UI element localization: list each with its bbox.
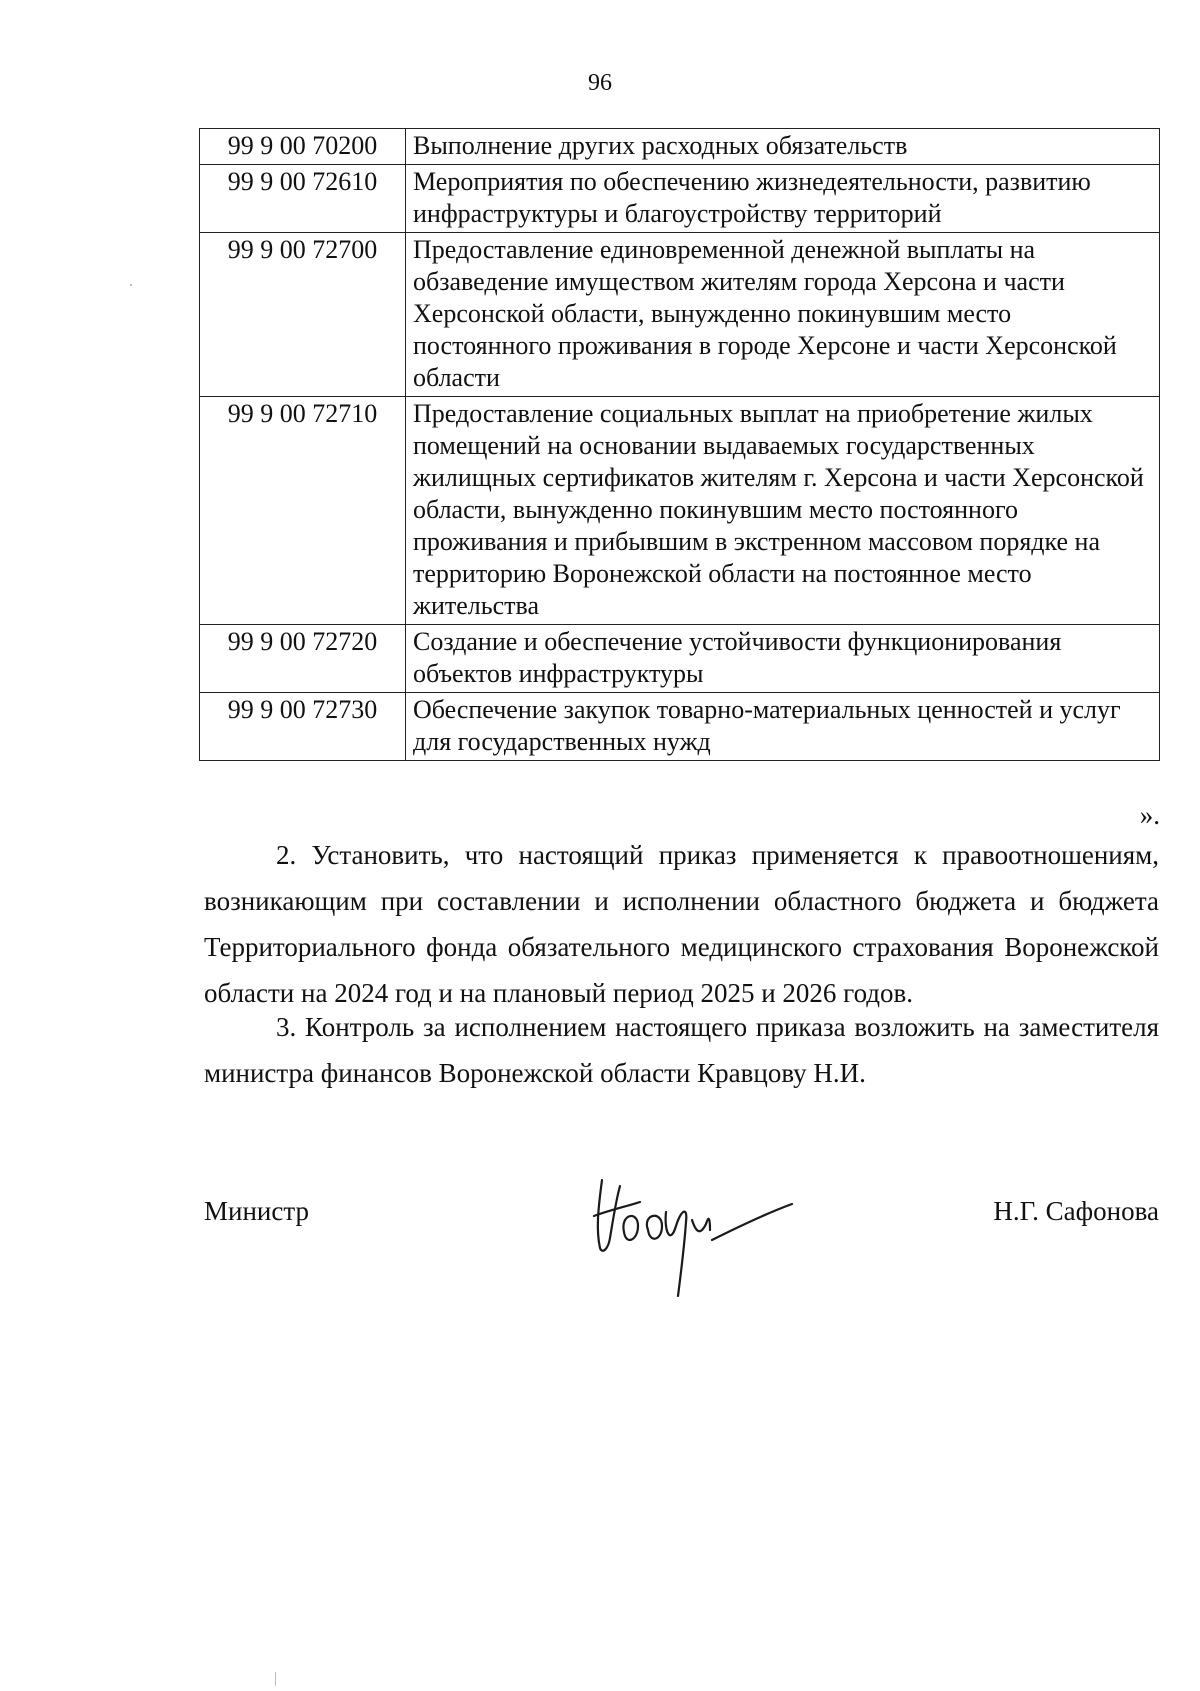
expense-description-cell: Мероприятия по обеспечению жизнедеятельности, развитию инфраструктуры и благоустройству территорий [406,165,1160,233]
handwritten-signature [580,1150,810,1300]
table-row [200,129,1160,165]
signatory-name: Н.Г. Сафонова [993,1196,1159,1226]
table-row [200,165,1160,233]
expense-description-cell: Предоставление единовременной денежной выплаты на обзаведение имуществом жителям города Херсона и части Херсонской области, вынужденно покинувшим место постоянного проживания в городе Херсоне и части Херсонской области [406,233,1160,397]
scan-edge-mark [275,1672,276,1686]
paragraph-3: 3. Контроль за исполнением настоящего приказа возложить на заместителя министра финансов Воронежской области Кравцову Н.И. [204,1012,1159,1088]
table-row [200,233,1160,397]
budget-code-cell: 99 9 00 72610 [200,165,406,233]
signatory-title: Министр [204,1196,309,1226]
paragraph-2: 2. Установить, что настоящий приказ применяется к правоотношениям, возникающим при составлении и исполнении областного бюджета и бюджета Территориального фонда обязательного медицинского страхования Воронежской области на 2024 год и на плановый период 2025 и 2026 годов. [204,840,1159,1008]
table-row [200,693,1160,761]
table-row [200,625,1160,693]
expense-description-cell: Предоставление социальных выплат на приобретение жилых помещений на основании выдаваемых государственных жилищных сертификатов жителям г. Херсона и части Херсонской области, вынужденно покинувшим место постоянного проживания и прибывшим в экстренном массовом порядке на территорию Воронежской области на постоянное место жительства [406,397,1160,625]
budget-code-cell: 99 9 00 70200 [200,129,406,165]
closing-quote: ». [1139,800,1160,830]
budget-code-cell: 99 9 00 72720 [200,625,406,693]
budget-code-cell: 99 9 00 72710 [200,397,406,625]
expense-description-cell: Обеспечение закупок товарно-материальных ценностей и услуг для государственных нужд [406,693,1160,761]
expense-description-cell: Создание и обеспечение устойчивости функционирования объектов инфраструктуры [406,625,1160,693]
page-number: 96 [588,70,612,96]
expense-description-cell: Выполнение других расходных обязательств [406,129,1160,165]
scan-edge-mark [130,284,132,286]
budget-codes-table [199,128,1160,761]
table-row [200,397,1160,625]
budget-code-cell: 99 9 00 72730 [200,693,406,761]
budget-code-cell: 99 9 00 72700 [200,233,406,397]
